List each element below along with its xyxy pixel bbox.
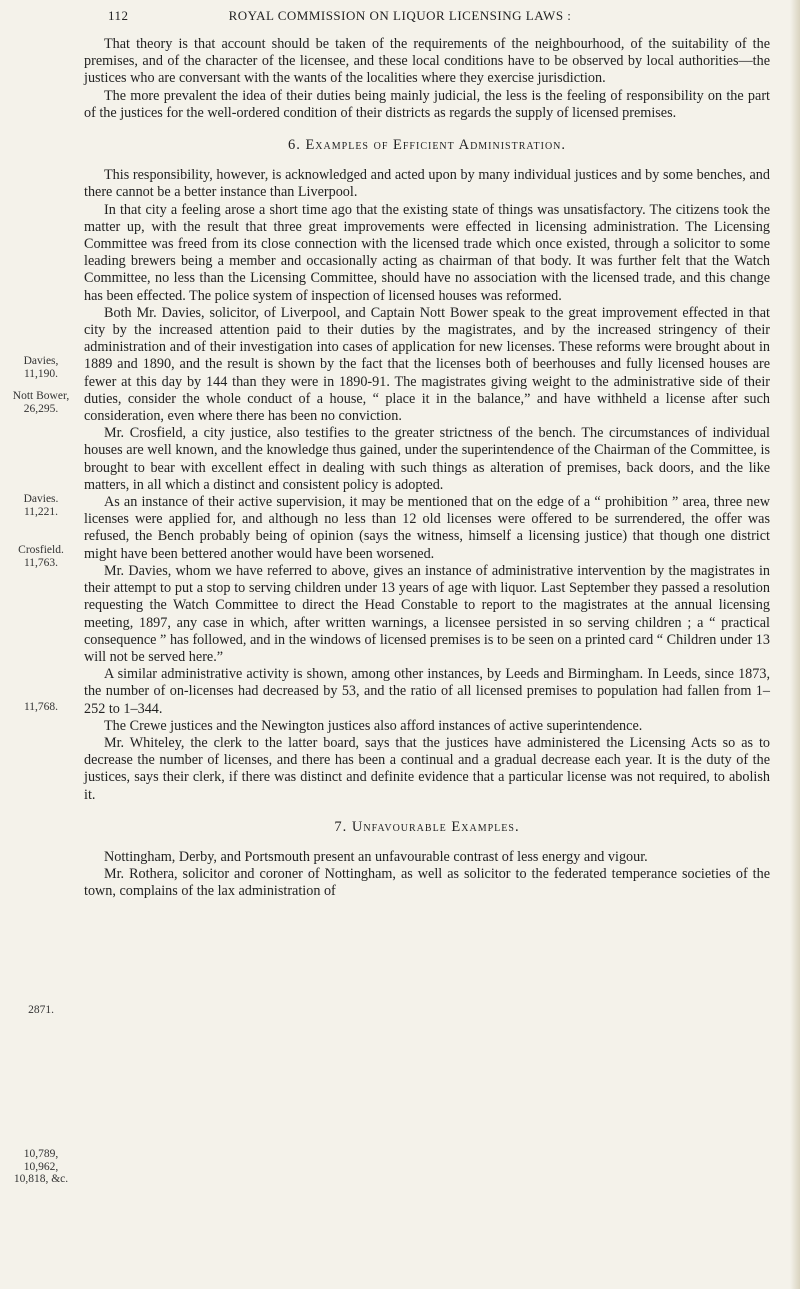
page-number: 112	[108, 8, 129, 23]
section-heading: 6. Examples of Efficient Administration.	[287, 137, 567, 154]
margin-note: Davies. 11,221.	[23, 493, 59, 518]
paragraph: Nottingham, Derby, and Portsmouth present an unfavourable contrast of less energy and vigour.	[104, 848, 648, 865]
running-head: ROYAL COMMISSION ON LIQUOR LICENSING LAWS :	[228, 8, 572, 23]
paragraph: This responsibility, however, is acknowledged and acted upon by many individual justices and by some benches, and there cannot be a better instance than Liverpool.	[84, 167, 770, 201]
paragraph: In that city a feeling arose a short time ago that the existing state of things was unsatisfactory. The citizens took the matter up, with the result that three great improvements were effected in licensing administration. The Licensing Committee was freed from its close connection with the licensed trade which once existed, through a solicitor to some leading brewers being a member and occasionally acting as chairman of that body. It was further felt that the Watch Committee, no less than the Licensing Committee, should have no association with the licensed trade, and this change has been effected. The police system of inspection of licensed houses was reformed.	[84, 201, 770, 304]
paragraph: That theory is that account should be taken of the requirements of the neighbourhood, of the suitability of the premises, and of the character of the licensee, and these local conditions have to be observed by local authorities—the justices who are conversant with the wants of the localities where they exercise jurisdiction.	[84, 36, 770, 87]
paragraph: Mr. Crosfield, a city justice, also testifies to the greater strictness of the bench. The circumstances of individual houses are well known, and the knowledge thus gained, under the superintendence of the Chairman of the Committee, is brought to bear with excellent effect in dealing with such things as alteration of premises, back doors, and the like matters, in all which a distinct and consistent policy is adopted.	[84, 425, 770, 493]
paragraph: Both Mr. Davies, solicitor, of Liverpool, and Captain Nott Bower speak to the great improvement effected in that city by the increased attention paid to their duties by the magistrates, and by the increased stringency of their administration and of their investigation into cases of application for new licenses. These reforms were brought about in 1889 and 1890, and the result is shown by the fact that the licenses both of beerhouses and fully licensed houses are fewer at this day by 144 than they were in 1890-91. The magistrates giving weight to the administrative side of their duties, consider the whole conduct of a house, “ place it in the balance,” and have withheld a license after such consideration, even where there has been no conviction.	[84, 304, 770, 425]
section-heading: 7. Unfavourable Examples.	[334, 818, 520, 835]
margin-note: 10,789, 10,962, 10,818, &c.	[13, 1148, 69, 1185]
margin-note: 2871.	[28, 1004, 54, 1016]
page-edge-shadow	[790, 0, 800, 1289]
body-text	[84, 36, 770, 901]
paragraph: Mr. Davies, whom we have referred to above, gives an instance of administrative intervention by the magistrates in their attempt to put a stop to serving children under 13 years of age with liquor. Last September they passed a resolution requesting the Watch Committee to direct the Head Constable to report to the magistrates at the annual licensing meeting, 1897, any case in which, after written warnings, a licensee persisted in so serving children ; a “ practical consequence ” has followed, and in the windows of licensed premises is to be seen on a printed card “ Children under 13 will not be served here.”	[84, 562, 770, 665]
margin-note: 11,768.	[23, 701, 59, 713]
margin-note: Davies, 11,190.	[23, 355, 59, 380]
paragraph: The Crewe justices and the Newington justices also afford instances of active superintendence.	[104, 717, 643, 734]
paragraph: Mr. Whiteley, the clerk to the latter board, says that the justices have administered the Licensing Acts so as to decrease the number of licenses, and there has been a continual and a gradual decrease each year. It is the duty of the justices, says their clerk, if there was distinct and definite evidence that a particular license was not required, to abolish it.	[84, 734, 770, 803]
margin-note: Nott Bower, 26,295.	[12, 390, 70, 415]
paragraph: A similar administrative activity is shown, among other instances, by Leeds and Birmingham. In Leeds, since 1873, the number of on-licenses had decreased by 53, and the ratio of all licensed premises to population had fallen from 1–252 to 1–344.	[84, 666, 770, 717]
paragraph: The more prevalent the idea of their duties being mainly judicial, the less is the feeling of responsibility on the part of the justices for the well-ordered condition of their districts as regards the supply of licensed premises.	[84, 87, 770, 121]
paragraph: Mr. Rothera, solicitor and coroner of Nottingham, as well as solicitor to the federated temperance societies of the town, complains of the lax administration of	[84, 866, 770, 900]
paragraph: As an instance of their active supervision, it may be mentioned that on the edge of a “ prohibition ” area, three new licenses were applied for, and although no less than 12 old licenses were offered to be surrendered, the offer was refused, the Bench probably being of opinion (says the witness, himself a licensing justice) that though one district might have been bettered another would have been worsened.	[84, 494, 770, 562]
margin-note: Crosfield. 11,763.	[18, 544, 64, 569]
